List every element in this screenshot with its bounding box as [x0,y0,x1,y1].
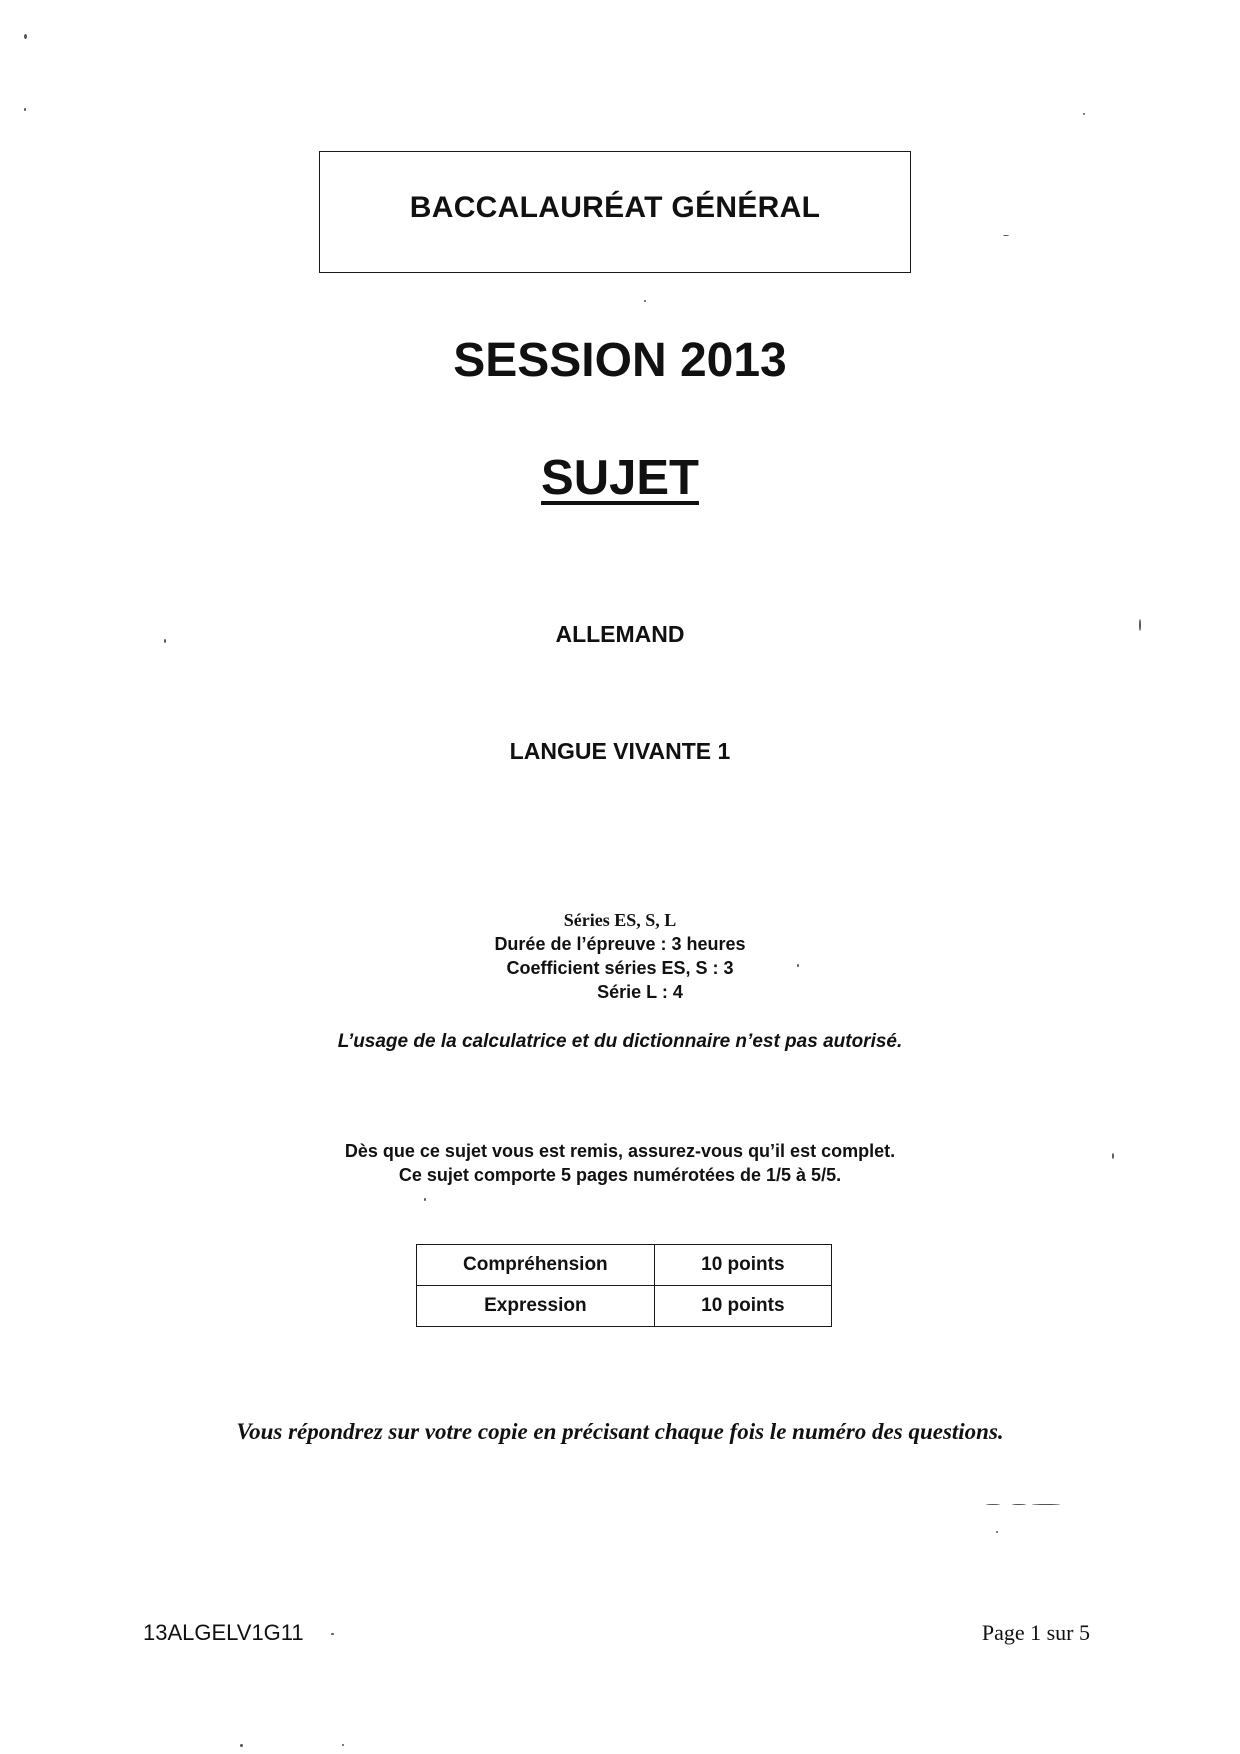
scan-speck [342,1744,344,1746]
table-cell-points: 10 points [654,1286,831,1327]
points-table [416,1244,832,1327]
instruction-line-1: Dès que ce sujet vous est remis, assurez-vous qu’il est complet. [344,1141,896,1161]
scan-speck [24,34,27,39]
scan-speck [331,1633,334,1635]
scan-speck [24,108,26,111]
table-cell-section: Expression [417,1286,655,1327]
instruction-line-2: Ce sujet comporte 5 pages numérotées de 1/5 à 5/5. [398,1165,842,1185]
scan-speck [1012,1504,1026,1505]
sujet-heading: SUJET [541,451,699,505]
scan-speck [986,1504,1000,1505]
document-code: 13ALGELV1G11 [143,1620,304,1645]
scan-speck [240,1744,243,1747]
language-level-label: LANGUE VIVANTE 1 [509,738,731,764]
subject-label: ALLEMAND [555,621,685,647]
scan-speck [1139,619,1141,631]
coefficient-es-s-line: Coefficient séries ES, S : 3 [506,958,734,978]
table-cell-points: 10 points [654,1245,831,1286]
scan-speck [797,964,799,967]
duration-line: Durée de l’épreuve : 3 heures [494,934,746,954]
usage-notice: L’usage de la calculatrice et du dictionnaire n’est pas autorisé. [337,1031,903,1052]
scan-speck [164,639,166,643]
scan-speck [1083,113,1085,115]
scan-speck [996,1531,998,1533]
page-number: Page 1 sur 5 [981,1620,1090,1645]
answer-instruction: Vous répondrez sur votre copie en précisant chaque fois le numéro des questions. [236,1419,1004,1444]
table-row [417,1286,832,1327]
scan-speck [1003,235,1009,236]
table-row [417,1245,832,1286]
scan-speck [1032,1504,1060,1505]
coefficient-l-line: Série L : 4 [597,982,683,1002]
exam-title: BACCALAURÉAT GÉNÉRAL [409,191,821,224]
session-heading: SESSION 2013 [453,334,787,387]
scan-speck [644,300,646,302]
table-cell-section: Compréhension [417,1245,655,1286]
series-line: Séries ES, S, L [563,910,677,930]
scan-speck [1112,1153,1114,1159]
scan-speck [424,1198,426,1201]
header-box [319,151,911,273]
